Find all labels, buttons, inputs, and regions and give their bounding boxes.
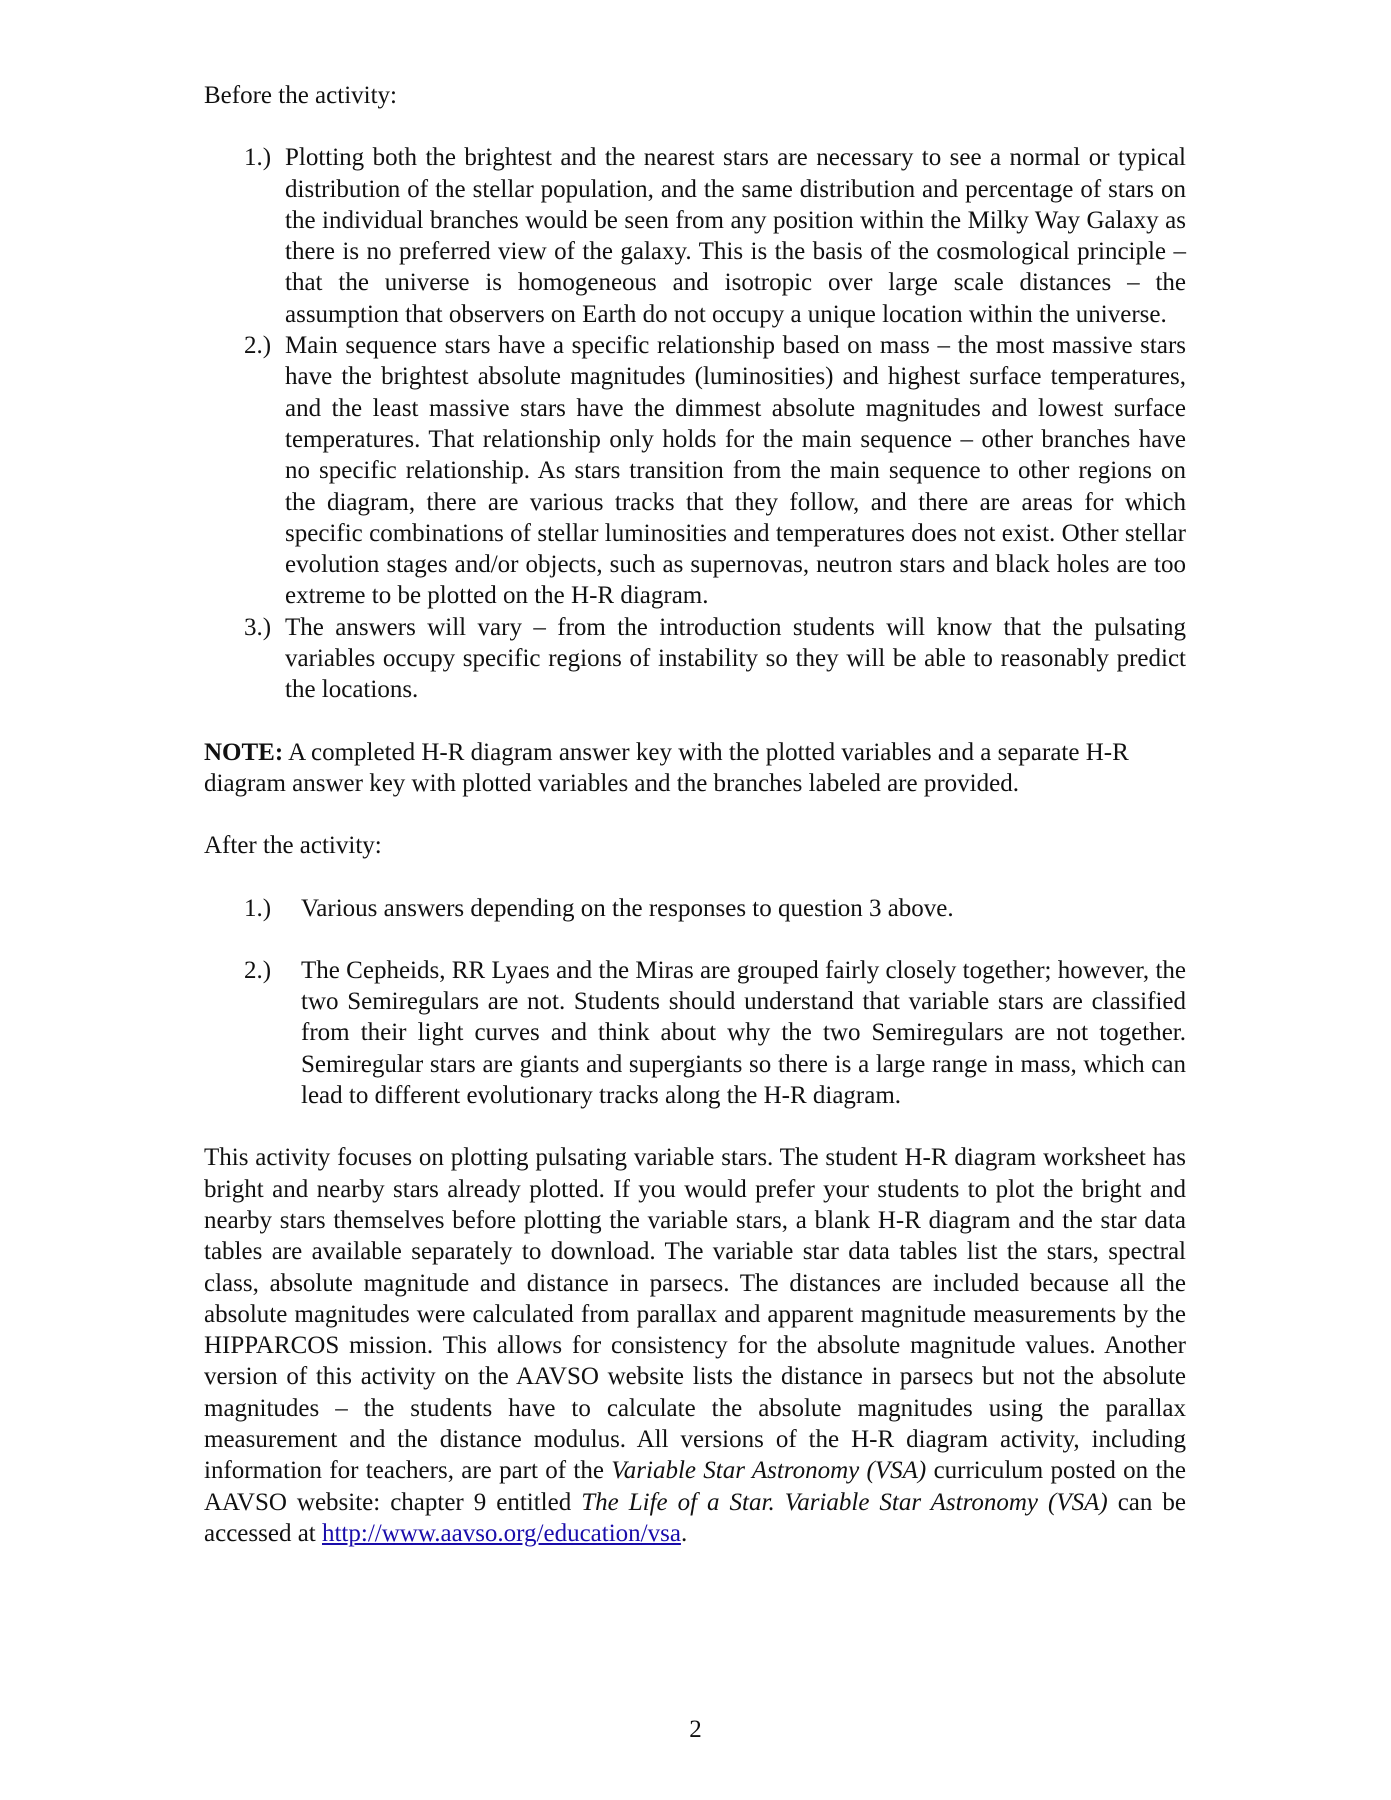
- note-label: NOTE:: [204, 738, 284, 766]
- list-item-text: Various answers depending on the responses to question 3 above.: [301, 894, 954, 922]
- note-text: A completed H-R diagram answer key with the plotted variables and a separate H-R diagram answer key with plotted variables and the branches labeled are provided.: [204, 738, 1129, 797]
- closing-text-1: This activity focuses on plotting pulsating variable stars. The student H-R diagram worksheet has bright and nearby stars already plotted. If you would prefer your students to plot the bright and nearby stars themselves before plotting the variable stars, a blank H-R diagram and the star data tables are available separately to download. The variable star data tables list the stars, spectral class, absolute magnitude and distance in parsecs. The distances are included because all the absolute magnitudes were calculated from parallax and apparent magnitude measurements by the HIPPARCOS mission. This allows for consistency for the absolute magnitude values. Another version of this activity on the AAVSO website lists the distance in parsecs but not the absolute magnitudes – the students have to calculate the absolute magnitudes using the parallax measurement and the distance modulus. All versions of the H-R diagram activity, including information for teachers, are part of the: [204, 1144, 1186, 1485]
- list-item-number: 2.): [244, 332, 272, 360]
- before-activity-heading: Before the activity:: [204, 82, 397, 109]
- list-item-text: The Cepheids, RR Lyaes and the Miras are grouped fairly closely together; however, the two Semiregulars are not. Students should understand that variable stars are classified from their light curves and think about why the two Semiregulars are not together. Semiregular stars are giants and supergiants so there is a large range in mass, which can lead to different evolutionary tracks along the H-R diagram.: [301, 956, 1186, 1110]
- page-content: [204, 80, 1186, 1574]
- closing-paragraph: [204, 1142, 1186, 1549]
- list-item-text: Plotting both the brightest and the nearest stars are necessary to see a normal or typical distribution of the stellar population, and the same distribution and percentage of stars on the individual branches would be seen from any position within the Milky Way Galaxy as there is no preferred view of the galaxy. This is the basis of the cosmological principle – that the universe is homogeneous and isotropic over large scale distances – the assumption that observers on Earth do not occupy a unique location within the universe.: [285, 144, 1186, 328]
- list-item-number: 1.): [244, 894, 272, 922]
- list-item-number: 1.): [244, 144, 272, 172]
- list-item: [204, 142, 1186, 330]
- after-activity-list: [204, 893, 1186, 1112]
- vsa-link[interactable]: http://www.aavso.org/education/vsa: [321, 1519, 681, 1547]
- list-item-text: Main sequence stars have a specific relationship based on mass – the most massive stars have the brightest absolute magnitudes (luminosities) and highest surface temperatures, and the least massive stars have the dimmest absolute magnitudes and lowest surface temperatures. That relationship only holds for the main sequence – other branches have no specific relationship. As stars transition from the main sequence to other regions on the diagram, there are various tracks that they follow, and there are areas for which specific combinations of stellar luminosities and temperatures does not exist. Other stellar evolution stages and/or objects, such as supernovas, neutron stars and black holes are too extreme to be plotted on the H-R diagram.: [285, 332, 1186, 610]
- list-item: [204, 893, 1186, 924]
- note-paragraph: [204, 737, 1186, 800]
- closing-italic-title-2: The Life of a Star. Variable Star Astronomy (VSA): [581, 1488, 1108, 1516]
- list-item: [204, 955, 1186, 1111]
- list-item-number: 3.): [244, 613, 272, 641]
- after-activity-heading: After the activity:: [204, 832, 382, 860]
- closing-text-3: can be accessed at: [204, 1488, 1186, 1547]
- list-item-number: 2.): [244, 956, 272, 984]
- list-item: [204, 330, 1186, 612]
- closing-text-2: curriculum posted on the AAVSO website: chapter 9 entitled: [204, 1457, 1186, 1516]
- before-activity-list: [204, 142, 1186, 705]
- closing-text-4: .: [680, 1519, 688, 1547]
- list-item-text: The answers will vary – from the introduction students will know that the pulsating variables occupy specific regions of instability so they will be able to reasonably predict the locations.: [285, 613, 1186, 704]
- closing-italic-title-1: Variable Star Astronomy (VSA): [611, 1457, 927, 1485]
- page-number: 2: [689, 1716, 702, 1743]
- list-item: [204, 612, 1186, 706]
